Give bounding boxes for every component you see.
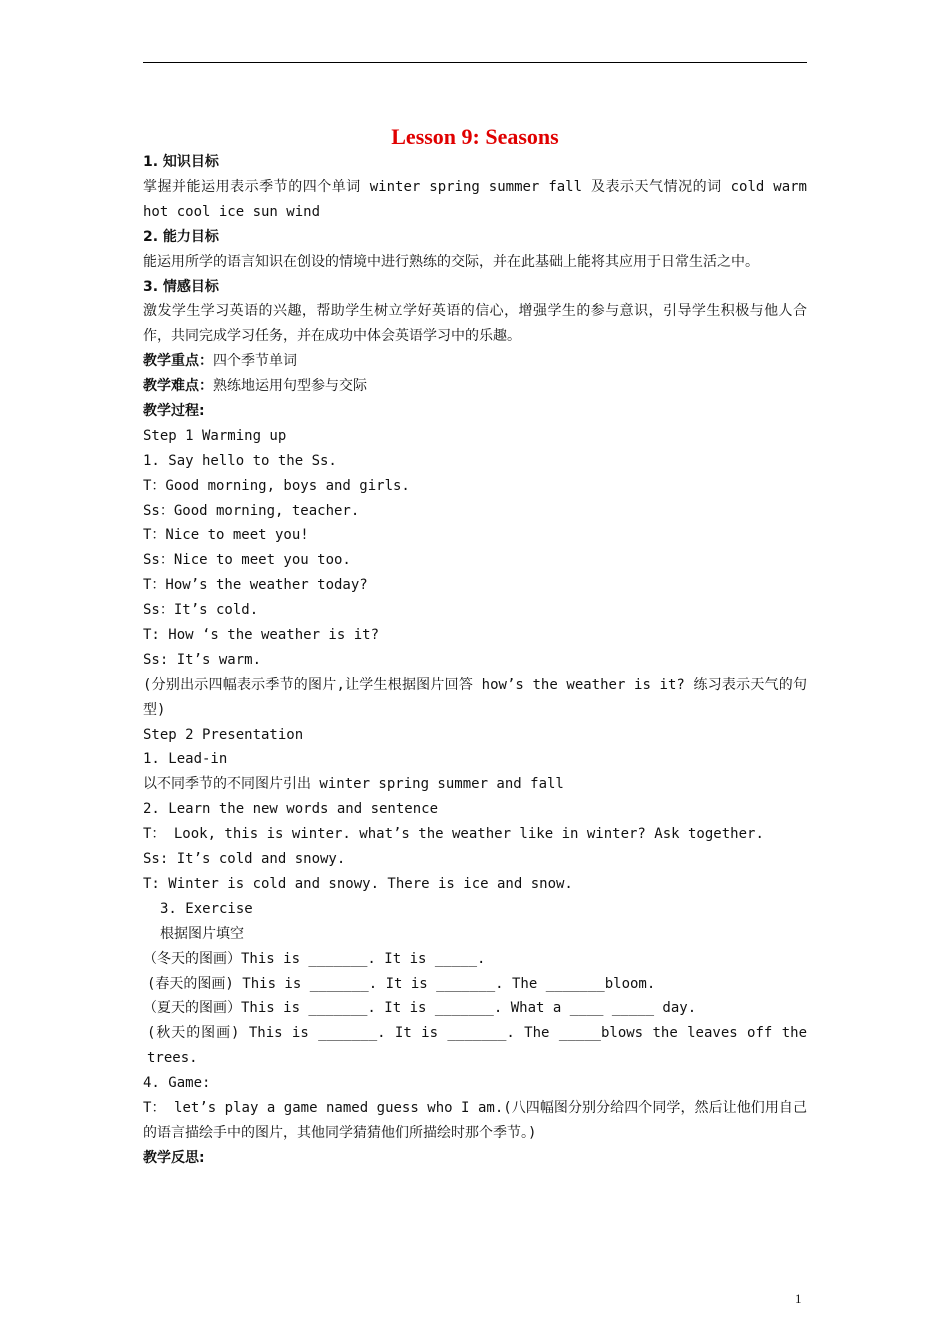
key-point-label: 教学重点： xyxy=(143,353,213,370)
step2-item4: 4. Game: xyxy=(143,1075,211,1092)
header-rule xyxy=(143,62,807,63)
step2-item1-text: 以不同季节的不同图片引出 winter spring summer and fall xyxy=(143,776,564,793)
dialogue-line: T： Look, this is winter. what’s the weather like in winter? Ask together. xyxy=(143,826,764,843)
exercise-line: （冬天的图画）This is _______. It is _____. xyxy=(143,950,486,967)
step2-item1: 1. Lead-in xyxy=(143,751,228,768)
section-heading-emotion: 3. 情感目标 xyxy=(143,278,219,295)
dialogue-line: Ss：Good morning, teacher. xyxy=(143,502,360,519)
step2-item3: 3. Exercise xyxy=(160,900,253,917)
dialogue-line: T：Nice to meet you! xyxy=(143,527,309,544)
step2-item2: 2. Learn the new words and sentence xyxy=(143,801,439,818)
difficulty-label: 教学难点： xyxy=(143,378,213,395)
step1-item1: 1. Say hello to the Ss. xyxy=(143,452,337,469)
difficulty-line xyxy=(143,374,807,399)
dialogue-line: T：How’s the weather today? xyxy=(143,577,368,594)
reflection-label: 教学反思: xyxy=(143,1149,205,1166)
step2-heading: Step 2 Presentation xyxy=(143,726,304,743)
dialogue-line: T: How ‘s the weather is it? xyxy=(143,627,380,643)
page-number: 1 xyxy=(795,1291,802,1306)
key-point-text: 四个季节单词 xyxy=(213,353,297,370)
exercise-line: （夏天的图画）This is _______. It is _______. What a ____ _____ day. xyxy=(143,1000,697,1017)
difficulty-text: 熟练地运用句型参与交际 xyxy=(213,378,367,395)
game-text: T： let’s play a game named guess who I am.(八四幅图分别分给四个同学，然后让他们用自己的语言描绘手中的图片，其他同学猜猜他们所描绘时那个季节。) xyxy=(143,1099,807,1141)
section-text-emotion: 激发学生学习英语的兴趣，帮助学生树立学好英语的信心，增强学生的参与意识，引导学生积极与他人合作，共同完成学习任务，并在成功中体会英语学习中的乐趣。 xyxy=(143,303,807,345)
dialogue-line: T: Winter is cold and snowy. There is ice and snow. xyxy=(143,875,573,892)
dialogue-line: T：Good morning, boys and girls. xyxy=(143,477,410,494)
dialogue-line: Ss: It’s warm. xyxy=(143,651,262,668)
section-heading-ability: 2. 能力目标 xyxy=(143,228,219,245)
section-heading-knowledge: 1. 知识目标 xyxy=(143,154,219,170)
page-title: Lesson 9: Seasons xyxy=(391,124,559,149)
section-text-knowledge: 掌握并能运用表示季节的四个单词 winter spring summer fall 及表示天气情况的词 cold warm hot cool ice sun wind xyxy=(143,178,807,220)
exercise-line: (秋天的图画) This is _______. It is _______. The _____blows the leaves off the trees. xyxy=(147,1025,807,1067)
process-label: 教学过程: xyxy=(143,402,205,419)
dialogue-line: Ss：It’s cold. xyxy=(143,602,259,619)
document-body xyxy=(143,150,807,1171)
exercise-line: (春天的图画) This is _______. It is _______. The _______bloom. xyxy=(147,975,656,992)
section-text-ability: 能运用所学的语言知识在创设的情境中进行熟练的交际，并在此基础上能将其应用于日常生活之中。 xyxy=(143,253,759,270)
step1-note: (分别出示四幅表示季节的图片,让学生根据图片回答 how’s the weather is it? 练习表示天气的句型) xyxy=(143,676,807,718)
dialogue-line: Ss：Nice to meet you too. xyxy=(143,552,351,569)
step2-item3-sub: 根据图片填空 xyxy=(160,925,244,942)
step1-heading: Step 1 Warming up xyxy=(143,427,287,444)
dialogue-line: Ss: It’s cold and snowy. xyxy=(143,851,346,868)
key-point-line xyxy=(143,349,807,374)
